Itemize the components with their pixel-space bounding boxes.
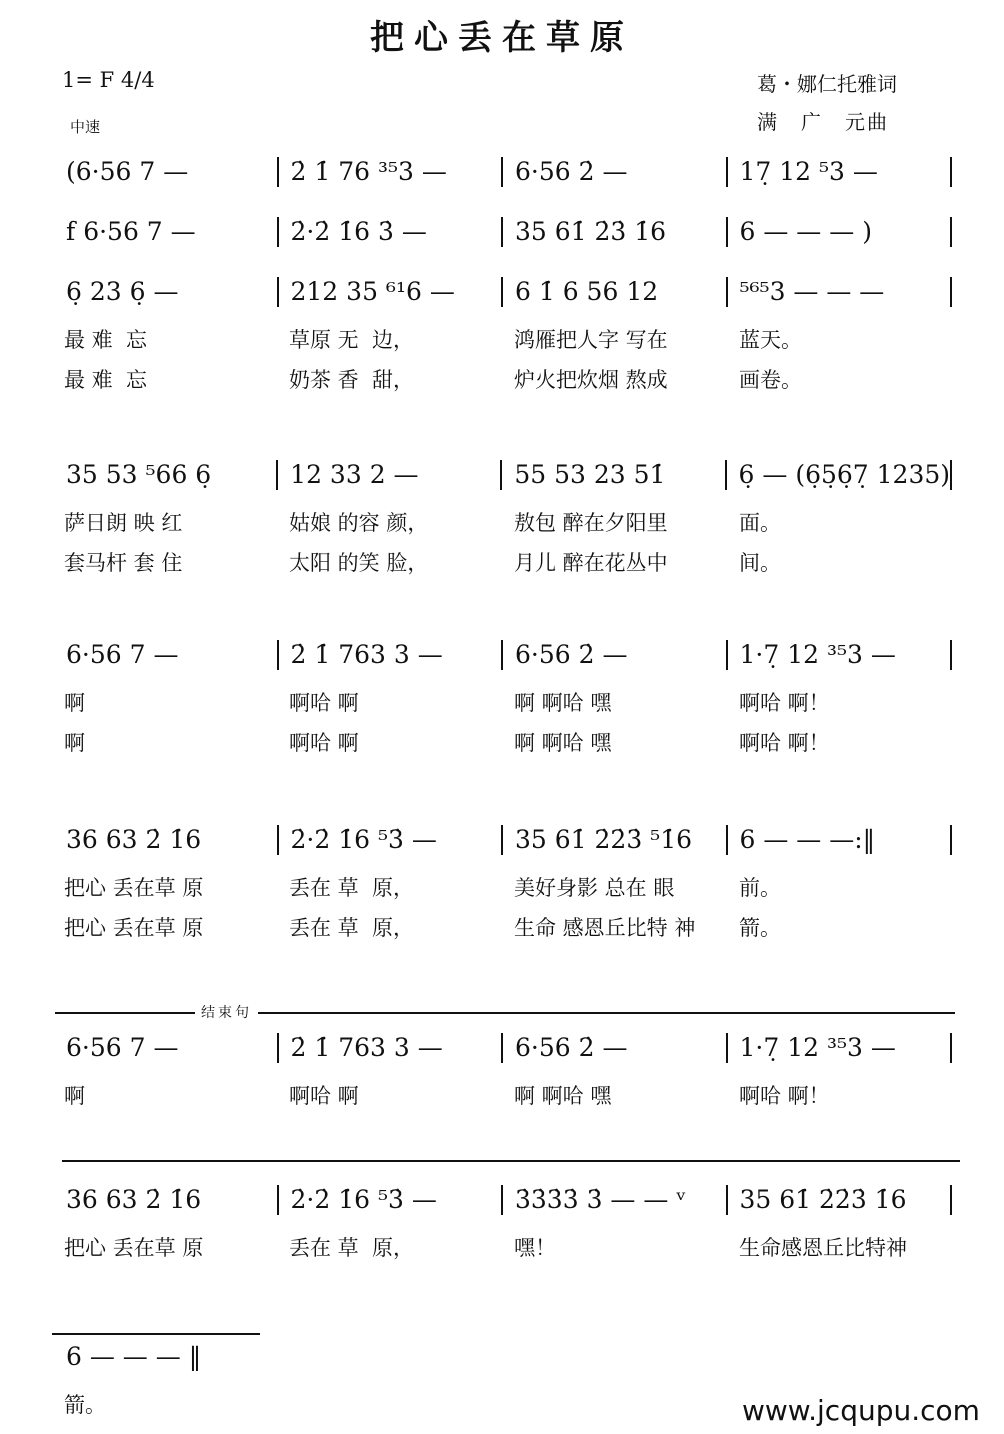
lyric-segment: 萨日朗 映 红: [64, 511, 183, 535]
lyric-segment: 啊哈 啊: [289, 731, 359, 755]
lyric-segment: 啊哈 啊: [289, 691, 359, 715]
lyric-segment: 敖包 醉在夕阳里: [514, 511, 668, 535]
staff-system: [62, 1339, 257, 1419]
key-signature: 1= F 4/4: [62, 68, 155, 92]
lyrics-line: [62, 727, 952, 757]
lyric-segment: 箭。: [739, 916, 781, 940]
lyric-segment: 鸿雁把人字 写在: [514, 328, 668, 352]
measure: 6·56 2̇ —: [501, 1033, 726, 1063]
lyric-segment: 面。: [739, 511, 781, 535]
lyric-segment: 啊: [64, 731, 85, 755]
measure: 6·56 7 —: [66, 640, 179, 669]
measure: 212 35 ⁶¹6 —: [277, 277, 502, 307]
measure: 36 63 2̇ 1̇6: [66, 1185, 202, 1214]
lyric-segment: 啊 啊哈 嘿: [514, 691, 612, 715]
notation-row: [62, 214, 952, 250]
measure: 35 53 ⁵66 6̣: [66, 460, 212, 489]
staff-system: [62, 1030, 952, 1110]
lyrics-line: [62, 912, 952, 942]
measure: 35 61̇ 2̇2̇3̇ ⁵1̇6: [501, 825, 726, 855]
notation-row: [62, 1339, 257, 1375]
lyrics-line: [62, 872, 952, 902]
measure: 6 — — —:‖: [726, 825, 953, 855]
measure: 6 — — — ‖: [66, 1342, 202, 1371]
lyric-segment: 前。: [739, 876, 781, 900]
measure: 1·7̣ 12 ³⁵3 —: [726, 640, 953, 670]
lyric-segment: 生命 感恩丘比特 神: [514, 916, 696, 940]
lyric-segment: 把心 丢在草 原: [64, 916, 204, 940]
lyric-segment: 最 难 忘: [64, 368, 148, 392]
measure: 6·56 2̇ —: [501, 640, 726, 670]
lyrics-line: [62, 507, 952, 537]
staff-system: [62, 457, 952, 577]
measure: 17̣ 12 ⁵3 —: [726, 157, 953, 187]
section-line: [62, 1160, 960, 1162]
lyric-segment: 把心 丢在草 原: [64, 876, 204, 900]
lyric-segment: 啊哈 啊！: [739, 731, 830, 755]
lyric-segment: 蓝天。: [739, 328, 802, 352]
song-title: 把心丢在草原: [370, 18, 634, 58]
measure: 6·56 7 —: [66, 1033, 179, 1062]
lyric-segment: 美好身影 总在 眼: [514, 876, 675, 900]
lyric-segment: 丢在 草 原，: [289, 916, 415, 940]
staff-system: [62, 1182, 952, 1262]
lyric-segment: 姑娘 的容 颜，: [289, 511, 429, 535]
lyric-segment: 套马杆 套 住: [64, 551, 183, 575]
measure: ⁵⁶⁵3 — — —: [726, 277, 953, 307]
lyric-segment: 箭。: [64, 1393, 106, 1417]
measure: 6 — — — ): [726, 217, 953, 247]
measure: 3̇3̇3̇3̇ 3̇ — — ᵛ: [501, 1185, 726, 1215]
measure: 6̣ — (6̣5̣6̣7̣ 1235): [725, 460, 953, 490]
measure: 6 1̇ 6 56 12: [501, 277, 726, 307]
lyric-segment: 奶茶 香 甜，: [289, 368, 415, 392]
lyric-segment: 画卷。: [739, 368, 802, 392]
notation-row: [62, 457, 952, 493]
lyric-segment: 啊哈 啊: [289, 1084, 359, 1108]
measure: 6·56 2̇ —: [501, 157, 726, 187]
notation-row: [62, 1030, 952, 1066]
lyrics-line: [62, 687, 952, 717]
ending-label: 结束句: [195, 1002, 258, 1022]
measure: (6·56 7 —: [66, 157, 189, 186]
lyric-segment: 啊: [64, 1084, 85, 1108]
notation-row: [62, 1182, 952, 1218]
lyricist-credit: 葛・娜仁托雅词: [757, 72, 897, 96]
lyric-segment: 丢在 草 原，: [289, 876, 415, 900]
lyric-segment: 啊哈 啊！: [739, 691, 830, 715]
measure: 2̇ 1̇ 76 ³⁵3 —: [277, 157, 502, 187]
lyric-segment: 啊: [64, 691, 85, 715]
staff-system: [62, 154, 952, 190]
staff-system: [62, 637, 952, 757]
staff-system: [62, 274, 952, 394]
lyric-segment: 生命感恩丘比特神: [739, 1236, 907, 1260]
measure: 1·7̣ 12 ³⁵3 —: [726, 1033, 953, 1063]
composer-credit: 满 广 元曲: [757, 110, 889, 134]
measure: 2̇·2̇ 1̇6 ⁵3̇ —: [277, 825, 502, 855]
lyric-segment: 啊 啊哈 嘿: [514, 1084, 612, 1108]
lyric-segment: 间。: [739, 551, 781, 575]
lyrics-line: [62, 547, 952, 577]
measure: 2̇ 1̇ 763 3 —: [277, 1033, 502, 1063]
measure: 36 63 2̇ 1̇6: [66, 825, 202, 854]
lyrics-line: [62, 1389, 257, 1419]
measure: 35 61̇ 2̇3̇ 1̇6: [501, 217, 726, 247]
section-line: [52, 1333, 260, 1335]
staff-system: [62, 822, 952, 942]
measure: 55 53 23 51̇: [500, 460, 724, 490]
lyrics-line: [62, 1080, 952, 1110]
lyric-segment: 太阳 的笑 脸，: [289, 551, 429, 575]
notation-row: [62, 822, 952, 858]
measure: 2̇·2̇ 1̇6 ⁵3̇ —: [277, 1185, 502, 1215]
lyric-segment: 嘿！: [514, 1236, 556, 1260]
lyrics-line: [62, 364, 952, 394]
tempo-marking: 中速: [70, 118, 101, 136]
staff-system: [62, 214, 952, 250]
measure: 12 33 2 —: [276, 460, 500, 490]
lyrics-line: [62, 1232, 952, 1262]
lyric-segment: 炉火把炊烟 熬成: [514, 368, 668, 392]
watermark: www.jcqupu.com: [742, 1394, 980, 1427]
measure: 2̇ 1̇ 763 3 —: [277, 640, 502, 670]
notation-row: [62, 154, 952, 190]
lyrics-line: [62, 324, 952, 354]
lyric-segment: 丢在 草 原，: [289, 1236, 415, 1260]
notation-row: [62, 637, 952, 673]
lyric-segment: 最 难 忘: [64, 328, 148, 352]
measure: 35 61̇ 2̇2̇3̇ 1̇6: [726, 1185, 953, 1215]
lyric-segment: 啊 啊哈 嘿: [514, 731, 612, 755]
ending-bracket-line: [55, 1012, 955, 1014]
lyric-segment: 啊哈 啊！: [739, 1084, 830, 1108]
lyric-segment: 把心 丢在草 原: [64, 1236, 204, 1260]
lyric-segment: 月儿 醉在花丛中: [514, 551, 668, 575]
lyric-segment: 草原 无 边，: [289, 328, 415, 352]
notation-row: [62, 274, 952, 310]
measure: f 6·56 7 —: [66, 217, 196, 246]
measure: 6̣ 23 6̣ —: [66, 277, 179, 306]
measure: 2̇·2̇ 1̇6 3̇ —: [277, 217, 502, 247]
